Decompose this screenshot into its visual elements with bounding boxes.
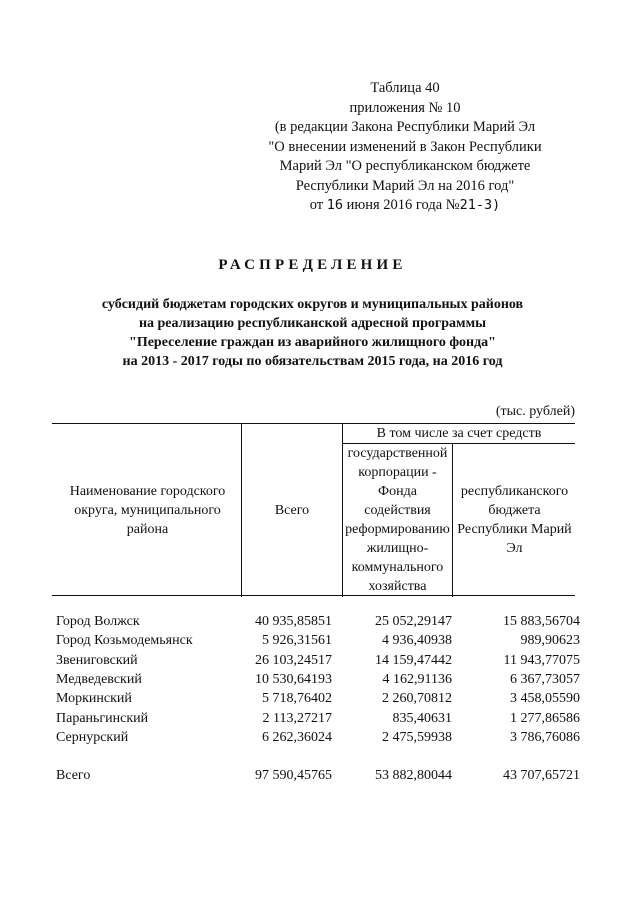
total-value: 10 530,64193 xyxy=(255,672,332,687)
district-name: Город Волжск xyxy=(56,614,140,629)
date-day: 16 xyxy=(326,197,344,213)
table-row xyxy=(0,672,640,692)
column-divider xyxy=(452,443,453,597)
republic-value: 3 458,05590 xyxy=(510,691,580,706)
subtitle-line: на реализацию республиканской адресной программы xyxy=(138,316,487,331)
table-row xyxy=(0,653,640,673)
column-header-name: Наименование городского округа, муниципального района xyxy=(69,483,226,537)
total-row-label: Всего xyxy=(56,768,91,783)
fund-value: 2 475,59938 xyxy=(382,730,452,745)
column-header-republic: республиканского бюджета Республики Марий Эл xyxy=(457,484,572,556)
law-number: 21-З) xyxy=(459,197,501,213)
total-value: 40 935,85851 xyxy=(255,614,332,629)
fund-value: 4 162,91136 xyxy=(382,672,452,687)
header-line: Марий Эл "О республиканском бюджете xyxy=(279,158,531,174)
fund-value: 835,40631 xyxy=(392,711,452,726)
fund-value: 14 159,47442 xyxy=(375,653,452,668)
district-name: Звениговский xyxy=(56,653,138,668)
column-group-header: В том числе за счет средств xyxy=(376,426,542,441)
republic-value: 6 367,73057 xyxy=(510,672,580,687)
header-date-line xyxy=(240,196,570,216)
header-line: Республики Марий Эл на 2016 год" xyxy=(295,177,515,194)
district-name: Город Козьмодемьянск xyxy=(56,633,193,648)
header-line: Таблица 40 xyxy=(370,80,440,96)
district-name: Сернурский xyxy=(56,730,129,745)
table-total-row xyxy=(0,768,640,788)
table-row xyxy=(0,633,640,653)
total-value: 2 113,27217 xyxy=(262,711,332,726)
date-prefix: от xyxy=(309,197,324,213)
fund-value: 2 260,70812 xyxy=(382,691,452,706)
table-row xyxy=(0,691,640,711)
grand-fund-value: 53 882,80044 xyxy=(375,768,452,783)
subtitle-line: субсидий бюджетам городских округов и муниципальных районов xyxy=(101,297,524,312)
total-value: 26 103,24517 xyxy=(255,653,332,668)
date-text: июня 2016 года № xyxy=(346,197,460,213)
header-line: приложения № 10 xyxy=(349,99,461,116)
subtitle-line: "Переселение граждан из аварийного жилищного фонда" xyxy=(129,335,496,350)
total-value: 5 718,76402 xyxy=(262,691,332,706)
total-value: 5 926,31561 xyxy=(262,633,332,648)
republic-value: 1 277,86586 xyxy=(510,711,580,726)
grand-republic-value: 43 707,65721 xyxy=(503,768,580,783)
units-label: (тыс. рублей) xyxy=(495,404,575,419)
column-divider xyxy=(342,423,343,597)
total-value: 6 262,36024 xyxy=(262,730,332,745)
document-title: РАСПРЕДЕЛЕНИЕ xyxy=(218,257,407,273)
republic-value: 15 883,56704 xyxy=(503,614,580,629)
approval-header xyxy=(240,79,570,216)
table-header xyxy=(52,423,575,597)
fund-value: 25 052,29147 xyxy=(375,614,452,629)
district-name: Моркинский xyxy=(56,691,132,706)
column-header-total: Всего xyxy=(274,502,310,518)
table-row xyxy=(0,711,640,731)
header-line: "О внесении изменений в Закон Республики xyxy=(268,138,542,155)
table-header-bottom-border xyxy=(52,595,575,596)
fund-value: 4 936,40938 xyxy=(382,633,452,648)
document-subtitle xyxy=(0,295,625,371)
table-row xyxy=(0,614,640,634)
republic-value: 989,90623 xyxy=(520,633,580,648)
subtitle-line: на 2013 - 2017 годы по обязательствам 2015 года, на 2016 год xyxy=(122,354,503,369)
republic-value: 3 786,76086 xyxy=(510,730,580,745)
grand-total-value: 97 590,45765 xyxy=(255,768,332,783)
republic-value: 11 943,77075 xyxy=(503,653,580,668)
district-name: Медведевский xyxy=(56,672,142,687)
header-line: (в редакции Закона Республики Марий Эл xyxy=(274,119,536,135)
column-header-fund: государственной корпорации - Фонда содействия реформированию жилищно-коммунального хозяйства xyxy=(345,446,450,594)
table-row xyxy=(0,730,640,750)
district-name: Параньгинский xyxy=(56,711,149,726)
